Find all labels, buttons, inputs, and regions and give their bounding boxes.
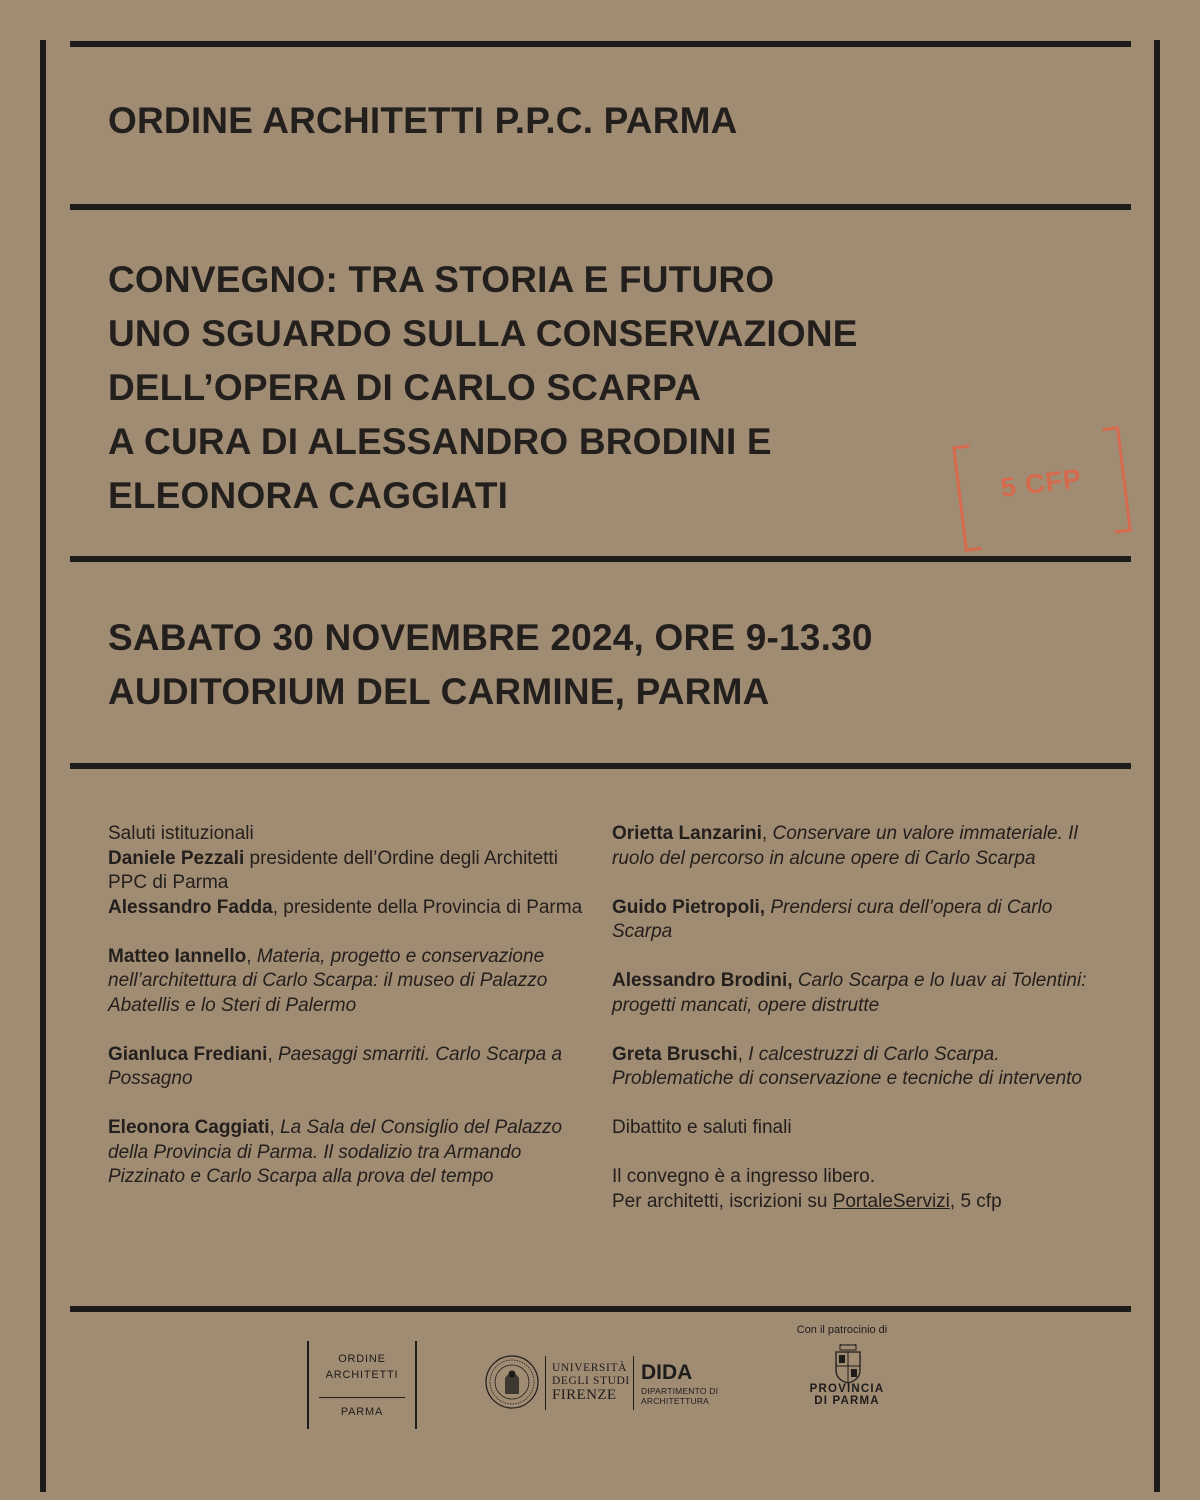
cfp-stamp	[952, 426, 1132, 552]
event-when-where	[108, 611, 873, 719]
talk-item	[108, 1043, 586, 1092]
talk-title: Prendersi cura dell’opera di Carlo Scarpa	[612, 896, 1053, 942]
title-line: DELL’OPERA DI CARLO SCARPA	[108, 367, 702, 408]
logo-text: PROVINCIA	[809, 1383, 885, 1395]
speaker-name: Orietta Lanzarini	[612, 823, 762, 844]
logo-text: DIPARTIMENTO DI	[641, 1386, 719, 1396]
speaker-name: Guido Pietropoli,	[612, 896, 766, 918]
talk-title: Materia, progetto e conservazione nell’architettura di Carlo Scarpa: il museo di Palazzo Abatellis e lo Steri di Palermo	[108, 945, 548, 1016]
talk-item	[612, 1043, 1112, 1092]
talk-title: Carlo Scarpa e lo Iuav ai Tolentini: progetti mancati, opere distrutte	[612, 970, 1087, 1016]
stamp-text: 5 CFP	[998, 463, 1084, 503]
title-line: UNO SGUARDO SULLA CONSERVAZIONE	[108, 313, 858, 354]
talk-item	[108, 1116, 586, 1190]
speaker-name: Alessandro Brodini,	[612, 970, 793, 991]
logo-text: PARMA	[340, 1406, 384, 1418]
separator: ,	[246, 945, 257, 967]
talk-title: Paesaggi smarriti. Carlo Scarpa a Possagno	[108, 1043, 563, 1089]
title-line: CONVEGNO: TRA STORIA E FUTURO	[108, 259, 775, 300]
frame-left-rule	[40, 40, 46, 1492]
portale-servizi-link[interactable]: PortaleServizi	[832, 1190, 950, 1212]
info-line-suffix: , 5 cfp	[949, 1190, 1002, 1212]
speaker-name: Matteo Iannello	[108, 945, 247, 967]
talk-title: La Sala del Consiglio del Palazzo della Provincia di Parma. Il sodalizio tra Armando Pizzinato e Carlo Scarpa alla prova del tempo	[108, 1117, 563, 1187]
dida-subtitle	[641, 1386, 718, 1406]
program-right-column	[612, 822, 1112, 1239]
speaker-name: Eleonora Caggiati	[108, 1117, 270, 1138]
organization-heading: ORDINE ARCHITETTI P.P.C. PARMA	[108, 100, 738, 141]
divider-rule	[70, 204, 1131, 210]
talk-item	[612, 969, 1112, 1018]
talk-title: I calcestruzzi di Carlo Scarpa. Problematiche di conservazione e tecniche di intervento	[612, 1043, 1082, 1089]
logo-separator	[545, 1356, 546, 1410]
speaker-name: Gianluca Frediani	[108, 1043, 268, 1065]
logo-text: FIRENZE	[552, 1387, 617, 1403]
talk-item	[612, 896, 1112, 945]
top-rule	[70, 41, 1131, 47]
university-seal-icon	[484, 1354, 540, 1410]
ordine-architetti-logo	[307, 1341, 417, 1429]
divider-rule	[70, 556, 1131, 562]
talk-title: Conservare un valore immateriale. Il ruolo del percorso in alcune opere di Carlo Scarpa	[612, 823, 1078, 869]
title-line: ELEONORA CAGGIATI	[108, 475, 509, 516]
separator: ,	[267, 1043, 278, 1065]
info-line-prefix: Per architetti, iscrizioni su	[612, 1190, 833, 1212]
ordine-logo-top	[309, 1351, 415, 1383]
dida-logo	[641, 1362, 718, 1406]
logo-text: UNIVERSITÀ	[552, 1362, 627, 1374]
provincia-logo	[790, 1383, 904, 1407]
speaker-name: Daniele Pezzali	[108, 847, 245, 869]
unifi-logo	[552, 1362, 630, 1404]
logo-text: DEGLI STUDI	[552, 1374, 630, 1387]
event-place: AUDITORIUM DEL CARMINE, PARMA	[108, 671, 770, 712]
logo-text: DI PARMA	[814, 1395, 880, 1407]
talk-item	[108, 945, 586, 1019]
provincia-crest-icon	[834, 1344, 862, 1384]
info-line: Il convegno è a ingresso libero.	[612, 1166, 875, 1187]
title-line: A CURA DI ALESSANDRO BRODINI E	[108, 421, 772, 462]
divider-rule	[70, 1306, 1131, 1312]
logo-divider	[319, 1397, 405, 1398]
separator: ,	[737, 1043, 749, 1065]
program-left-column	[108, 822, 586, 1214]
speaker-name: Alessandro Fadda	[108, 896, 273, 918]
greetings-label: Saluti istituzionali	[108, 823, 254, 844]
registration-info	[612, 1165, 1112, 1214]
logo-text: ARCHITETTURA	[641, 1396, 710, 1406]
event-date: SABATO 30 NOVEMBRE 2024, ORE 9-13.30	[108, 617, 873, 658]
dida-name: DIDA	[641, 1361, 693, 1384]
talk-item	[612, 822, 1112, 871]
speaker-role: presidente dell’Ordine degli Architetti PPC di Parma	[108, 847, 558, 893]
separator: ,	[761, 823, 773, 844]
speaker-role: , presidente della Provincia di Parma	[272, 896, 583, 918]
patronage-label: Con il patrocinio di	[796, 1324, 888, 1336]
greetings-block	[108, 822, 586, 920]
separator: ,	[269, 1117, 281, 1138]
logo-text: ORDINE	[338, 1353, 386, 1365]
frame-right-rule	[1154, 40, 1160, 1492]
speaker-name: Greta Bruschi	[612, 1043, 738, 1065]
divider-rule	[70, 763, 1131, 769]
event-title	[108, 253, 858, 523]
logo-text: ARCHITETTI	[325, 1369, 399, 1381]
closing-note: Dibattito e saluti finali	[612, 1117, 792, 1138]
logo-separator	[633, 1356, 634, 1410]
